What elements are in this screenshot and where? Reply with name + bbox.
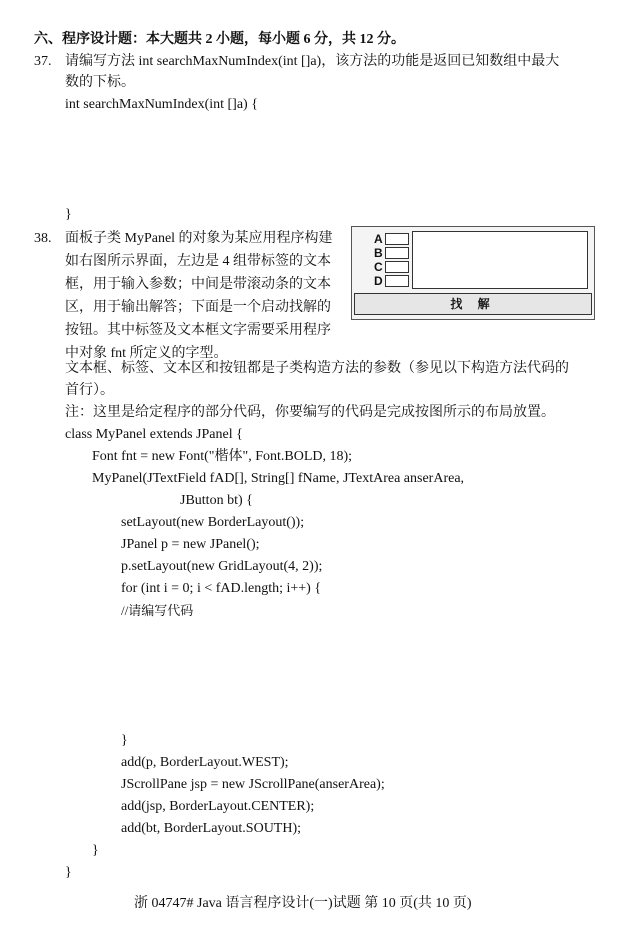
q37-signature: int searchMaxNumIndex(int []a) { — [65, 97, 258, 112]
code-line: p.setLayout(new GridLayout(4, 2)); — [121, 559, 323, 574]
figure-label-c: C — [374, 260, 383, 274]
code-line: setLayout(new BorderLayout()); — [121, 515, 305, 530]
code-line: MyPanel(JTextField fAD[], String[] fName, JTextArea anserArea, — [92, 471, 465, 486]
q37-number: 37. — [34, 54, 52, 69]
layout-figure — [351, 226, 595, 320]
figure-text-field — [385, 233, 409, 245]
q37-text-line2: 数的下标。 — [65, 75, 135, 90]
code-comment: //请编写代码 — [121, 603, 194, 618]
code-line: JButton bt) { — [180, 493, 253, 508]
code-line: } — [121, 733, 128, 748]
code-line: } — [65, 865, 72, 880]
page-footer: 浙 04747# Java 语言程序设计(一)试题 第 10 页(共 10 页) — [134, 896, 472, 911]
code-line: } — [92, 843, 99, 858]
figure-label-b: B — [374, 246, 383, 260]
q38-number: 38. — [34, 231, 52, 246]
figure-text-area — [412, 231, 588, 289]
code-line: add(jsp, BorderLayout.CENTER); — [121, 799, 315, 814]
q38-line-cont1: 文本框、标签、文本区和按钮都是子类构造方法的参数（参见以下构造方法代码的 — [65, 361, 569, 376]
q37-closing-brace: } — [65, 207, 72, 222]
figure-find-button: 找 解 — [354, 293, 592, 315]
code-line: class MyPanel extends JPanel { — [65, 427, 243, 442]
figure-text-field — [385, 275, 409, 287]
section-heading: 六、程序设计题：本大题共 2 小题，每小题 6 分，共 12 分。 — [34, 32, 405, 47]
q38-note: 注：这里是给定程序的部分代码，你要编写的代码是完成按图所示的布局放置。 — [65, 405, 555, 420]
q38-paragraph: 面板子类 MyPanel 的对象为某应用程序构建如右图所示界面，左边是 4 组带标签的文本框，用于输入参数；中间是带滚动条的文本区，用于输出解答；下面是一个启动找解的按钮。其中标签及文本框文字需要采用程序中对象 fnt 所定义的字型。 — [65, 231, 333, 361]
code-line: add(p, BorderLayout.WEST); — [121, 755, 289, 770]
code-line: JScrollPane jsp = new JScrollPane(anserArea); — [121, 777, 385, 792]
figure-label-a: A — [374, 232, 383, 246]
code-line: for (int i = 0; i < fAD.length; i++) { — [121, 581, 322, 596]
code-line: add(bt, BorderLayout.SOUTH); — [121, 821, 302, 836]
figure-label-d: D — [374, 274, 383, 288]
q37-text-line1: 请编写方法 int searchMaxNumIndex(int []a)，该方法的功能是返回已知数组中最大 — [65, 54, 560, 69]
code-line: JPanel p = new JPanel(); — [121, 537, 260, 552]
code-line: Font fnt = new Font("楷体", Font.BOLD, 18); — [92, 449, 353, 464]
figure-text-field — [385, 247, 409, 259]
figure-labels — [374, 232, 384, 288]
figure-text-field — [385, 261, 409, 273]
figure-text-fields — [385, 233, 409, 289]
q38-line-cont2: 首行）。 — [65, 383, 114, 398]
